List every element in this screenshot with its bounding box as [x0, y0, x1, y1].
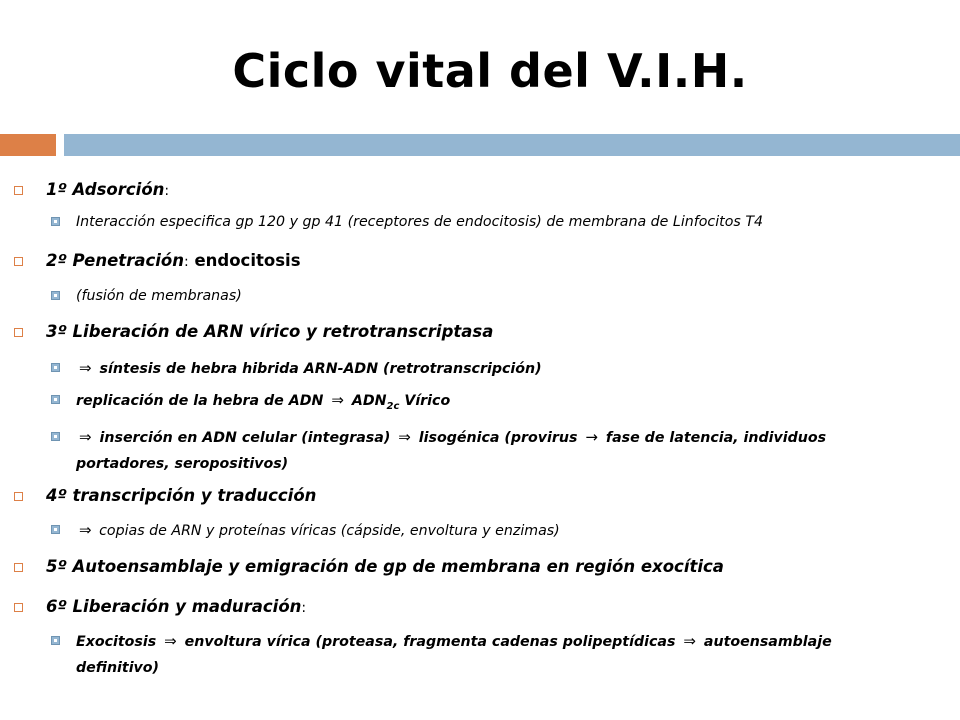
bullet-level1 — [46, 597, 306, 616]
bullet-text-bold: endocitosis — [194, 251, 301, 270]
implies-arrow-icon: ⇒ — [79, 428, 92, 446]
bullet-text: síntesis de hebra hibrida ARN-ADN (retrotranscripción) — [99, 361, 542, 377]
bullet-text: 5º Autoensamblaje y emigración de gp de membrana en región exocítica — [46, 557, 724, 576]
implies-arrow-icon: ⇒ — [683, 632, 696, 650]
bullet-text: lisogénica (provirus — [418, 430, 578, 446]
bullet-level1 — [46, 486, 316, 505]
implies-arrow-icon: ⇒ — [398, 428, 411, 446]
bullet-text: Exocitosis — [76, 634, 157, 650]
bullet-level1 — [46, 322, 493, 341]
bullet-level2 — [76, 283, 916, 309]
implies-arrow-icon: ⇒ — [331, 391, 344, 409]
square-bullet-icon — [14, 603, 23, 612]
bullet-level2 — [76, 387, 916, 420]
bullet-level1 — [46, 180, 169, 199]
square-bullet-icon — [14, 563, 23, 572]
bullet-text: replicación de la hebra de ADN — [76, 393, 324, 409]
bullet-level2 — [76, 424, 916, 477]
bullet-text: 3º Liberación de ARN vírico y retrotranscriptasa — [46, 322, 494, 341]
bullet-text: 2º Penetración — [46, 251, 184, 270]
bullet-text: definitivo) — [76, 660, 160, 676]
subscript: 2c — [386, 400, 400, 412]
right-arrow-icon: → — [585, 428, 598, 446]
bullet-text: portadores, seropositivos) — [76, 456, 289, 472]
filled-square-bullet-icon — [51, 525, 60, 534]
bullet-text: inserción en ADN celular (integrasa) — [99, 430, 391, 446]
bullet-text: 4º transcripción y traducción — [46, 486, 317, 505]
bullet-level2 — [76, 209, 916, 235]
filled-square-bullet-icon — [51, 291, 60, 300]
square-bullet-icon — [14, 328, 23, 337]
bullet-text: copias de ARN y proteínas víricas (cápside, envoltura y enzimas) — [99, 523, 560, 539]
square-bullet-icon — [14, 257, 23, 266]
implies-arrow-icon: ⇒ — [79, 521, 92, 539]
colon: : — [164, 183, 170, 199]
bullet-text: fase de latencia, individuos — [605, 430, 827, 446]
bullet-level1 — [46, 251, 301, 270]
implies-arrow-icon: ⇒ — [79, 359, 92, 377]
bullet-level1 — [46, 557, 724, 576]
bullet-text: autoensamblaje — [703, 634, 832, 650]
colon: : — [301, 600, 307, 616]
filled-square-bullet-icon — [51, 395, 60, 404]
filled-square-bullet-icon — [51, 432, 60, 441]
filled-square-bullet-icon — [51, 217, 60, 226]
filled-square-bullet-icon — [51, 636, 60, 645]
bullet-text: Vírico — [404, 393, 451, 409]
bullet-text: Interacción especifica gp 120 y gp 41 (receptores de endocitosis) de membrana de Linfocitos T4 — [76, 214, 764, 230]
bullet-text: ADN — [351, 393, 387, 409]
colon: : — [184, 254, 189, 270]
bullet-text: (fusión de membranas) — [76, 288, 242, 304]
implies-arrow-icon: ⇒ — [164, 632, 177, 650]
square-bullet-icon — [14, 492, 23, 501]
bullet-text: 6º Liberación y maduración — [46, 597, 302, 616]
bullet-level2 — [76, 628, 916, 681]
filled-square-bullet-icon — [51, 363, 60, 372]
slide-title: Ciclo vital del V.I.H. — [232, 44, 748, 98]
bullet-text: 1º Adsorción — [46, 180, 165, 199]
bullet-text: envoltura vírica (proteasa, fragmenta cadenas polipeptídicas — [184, 634, 676, 650]
bullet-level2 — [76, 355, 916, 382]
bullet-level2 — [76, 517, 916, 544]
square-bullet-icon — [14, 186, 23, 195]
